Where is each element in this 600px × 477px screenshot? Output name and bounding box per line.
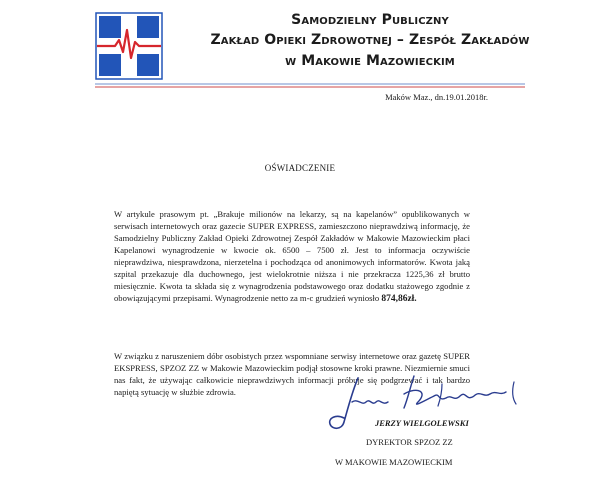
paragraph-1-text: W artykule prasowym pt. „Brakuje milionów na lekarzy, są na kapelanów” opublikowanych w serwisach internetowych oraz gazecie SUPER EXPRESS, zamieszczono nieprawdziwą informację, że Samodzielny Publiczny Zakład Opieki Zdrowotnej Zespół Zakładów w Makowie Mazowieckim płaci Kapelanowi wynagrodzenie w kwocie ok. 6500 – 7500 zł. Jest to informacja oczywiście nieprawdziwa, niesprawdzona, nierzetelna i pochodząca od anonimowych informatorów. Kwota jaką szpital przekazuje dla duchownego, jest wielokrotnie niższa i nie przekracza 1225,36 zł brutto miesięcznie. Kwota ta składa się z wynagrodzenia podstawowego oraz dodatku stażowego zgodnie z obowiązującymi przepisami. Wynagrodzenie netto za m-c grudzień wyniosło (114, 209, 470, 303)
document-title: OŚWIADCZENIE (264, 163, 336, 173)
signatory-place: W MAKOWIE MAZOWIECKIM (335, 457, 453, 467)
hospital-logo-icon (95, 12, 163, 80)
signatory-role: DYREKTOR SPZOZ ZZ (366, 437, 453, 447)
signatory-name: JERZY WIELGOLEWSKI (375, 418, 469, 428)
letterhead-line1: Samodzielny Publiczny (291, 12, 449, 28)
letterhead-line2: Zakład Opieki Zdrowotnej – Zespół Zakładów (210, 32, 530, 48)
paragraph-2-text: W związku z naruszeniem dóbr osobistych przez wspomniane serwisy internetowe oraz gazetę SUPER EKSPRESS, SPZOZ ZZ w Makowie Mazowieckim podjął stosowne kroki prawne. Niezmiernie smuci nas fakt, że używając całkowicie nieprawdziwych informacji próbuje się podgrzewać i tak bardzo napiętą sytuację w służbie zdrowia. (114, 351, 470, 397)
statement-paragraph-1 (114, 208, 470, 305)
net-salary-amount: 874,86zł. (381, 294, 417, 304)
letterhead-divider-red (95, 86, 525, 88)
document-date: Maków Maz., dn.19.01.2018r. (385, 92, 488, 102)
letterhead-line3: w Makowie Mazowieckim (285, 53, 455, 69)
letterhead-divider-blue (95, 83, 525, 85)
